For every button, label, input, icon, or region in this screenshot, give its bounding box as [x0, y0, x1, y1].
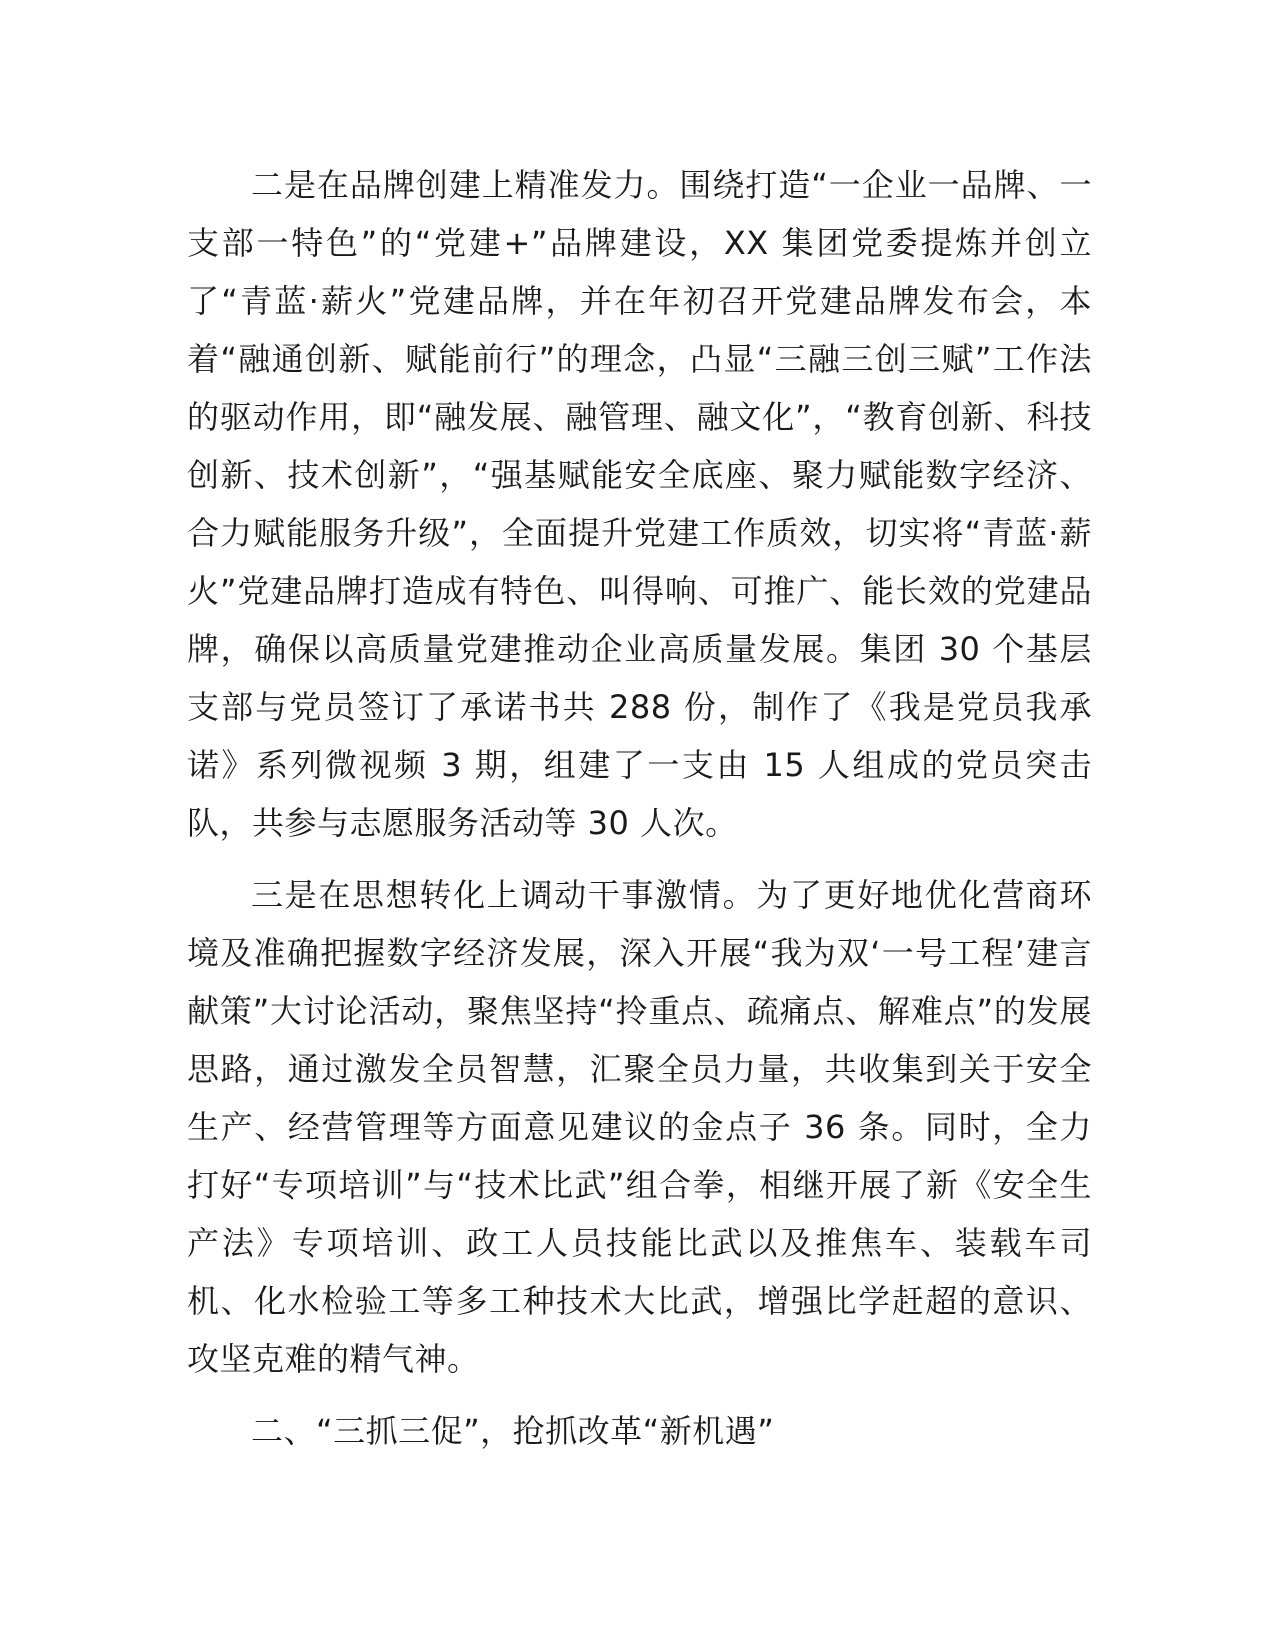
paragraph-brand-building: 二是在品牌创建上精准发力。围绕打造“一企业一品牌、一支部一特色”的“党建+”品牌建设，XX 集团党委提炼并创立了“青蓝·薪火”党建品牌，并在年初召开党建品牌发布会，本着“融通创新、赋能前行”的理念，凸显“三融三创三赋”工作法的驱动作用，即“融发展、融管理、融文化”，“教育创新、科技创新、技术创新”，“强基赋能安全底座、聚力赋能数字经济、合力赋能服务升级”，全面提升党建工作质效，切实将“青蓝·薪火”党建品牌打造成有特色、叫得响、可推广、能长效的党建品牌，确保以高质量党建推动企业高质量发展。集团 30 个基层支部与党员签订了承诺书共 288 份，制作了《我是党员我承诺》系列微视频 3 期，组建了一支由 15 人组成的党员突击队，共参与志愿服务活动等 30 人次。: [187, 166, 1092, 842]
paragraph-thought-transformation: 三是在思想转化上调动干事激情。为了更好地优化营商环境及准确把握数字经济发展，深入开展“我为双‘一号工程’建言献策”大讨论活动，聚焦坚持“拎重点、疏痛点、解难点”的发展思路，通过激发全员智慧，汇聚全员力量，共收集到关于安全生产、经营管理等方面意见建议的金点子 36 条。同时，全力打好“专项培训”与“技术比武”组合拳，相继开展了新《安全生产法》专项培训、政工人员技能比武以及推焦车、装载车司机、化水检验工等多工种技术大比武，增强比学赶超的意识、攻坚克难的精气神。: [187, 876, 1092, 1378]
document-body: [187, 156, 1092, 1460]
section-heading: 二、“三抓三促”，抢抓改革“新机遇”: [251, 1412, 775, 1450]
